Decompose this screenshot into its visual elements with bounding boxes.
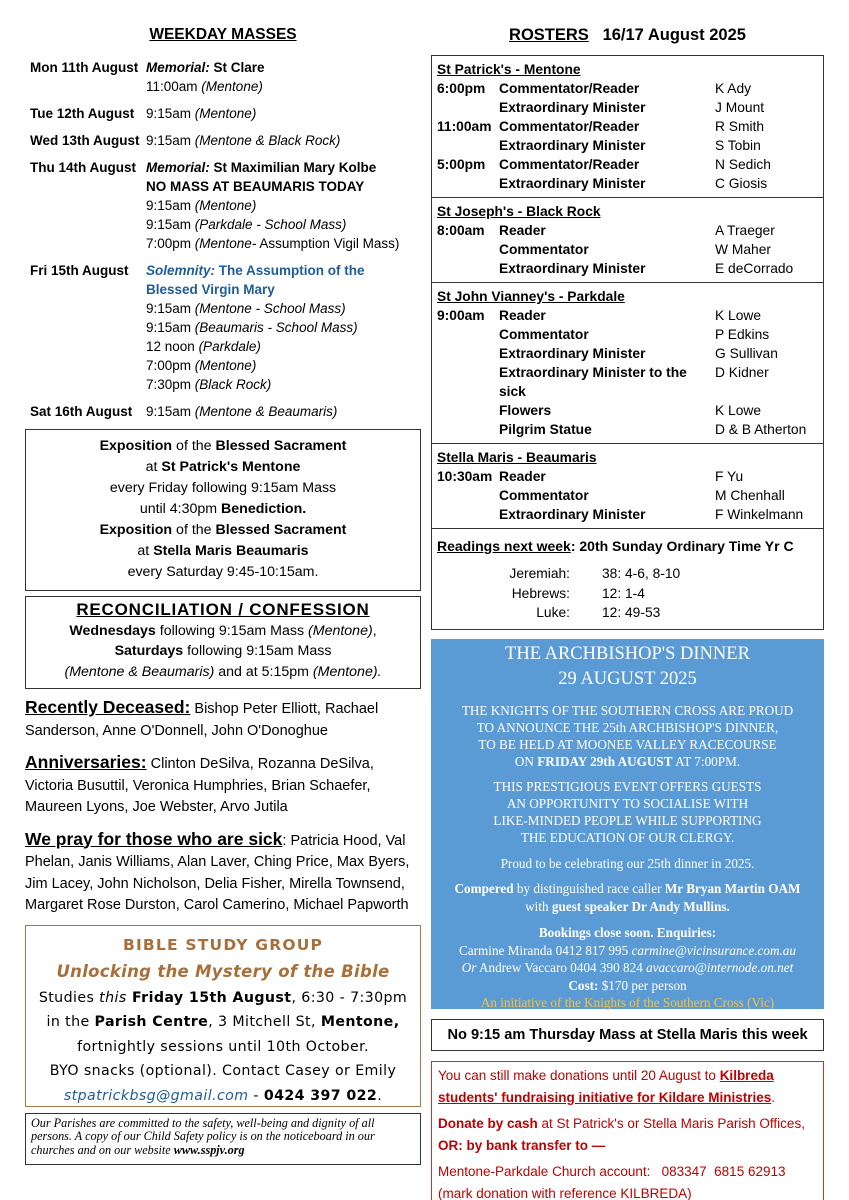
roster-person: D Kidner — [715, 365, 769, 380]
roster-person: K Ady — [715, 81, 752, 96]
weekday-mass-lines — [146, 402, 421, 421]
bible-text: BYO snacks (optional). Contact Casey or Emily — [49, 1063, 397, 1079]
weekday-mass-lines — [146, 131, 421, 150]
bible-text: . — [377, 1087, 383, 1104]
anniversaries — [25, 752, 421, 819]
weekday-mass-text: (Mentone- — [194, 236, 257, 251]
weekday-mass-text: Blessed Virgin Mary — [146, 282, 275, 297]
bible-text: fortnightly sessions until 10th October. — [77, 1038, 369, 1055]
roster-person: J Mount — [715, 100, 765, 115]
exposition-text: Exposition — [99, 522, 173, 538]
anniversaries-heading: Anniversaries: — [25, 752, 147, 772]
donation-text: (mark donation with reference KILBREDA) — [438, 1185, 692, 1200]
bible-text: , 6:30 - 7:30pm — [291, 989, 408, 1006]
roster-person: F Yu — [715, 469, 744, 484]
roster-row — [437, 174, 819, 193]
donation-text: Donate by cash — [438, 1115, 538, 1131]
roster-role: Reader — [499, 308, 546, 323]
left-column — [25, 26, 421, 1165]
roster-role: Extraordinary Minister — [499, 507, 646, 522]
readings-section — [432, 529, 823, 629]
reading-row — [437, 584, 819, 604]
dinner-text: TO ANNOUNCE THE 25th ARCHBISHOP'S DINNER, — [476, 719, 779, 735]
no-mass-notice: No 9:15 am Thursday Mass at Stella Maris this week — [431, 1019, 824, 1051]
roster-person: K Lowe — [715, 403, 762, 418]
roster-row — [437, 363, 819, 401]
weekday-mass-lines — [146, 158, 421, 253]
roster-time: 10:30am — [437, 469, 493, 484]
weekday-mass-line — [146, 196, 421, 215]
bible-text: Friday 15th August — [126, 989, 292, 1006]
weekday-mass-text: Solemnity: — [146, 263, 219, 278]
roster-row — [437, 486, 819, 505]
weekday-mass-text: NO MASS AT BEAUMARIS TODAY — [146, 179, 365, 194]
donation-account: Mentone-Parkdale Church account: 083347 6815 62913 — [438, 1163, 786, 1179]
dinner-text: Bookings close soon. Enquiries: — [538, 925, 717, 940]
weekday-mass-line — [146, 318, 421, 337]
weekday-mass-text: Memorial: — [146, 60, 214, 75]
roster-time — [437, 325, 499, 344]
roster-role: Extraordinary Minister — [499, 346, 646, 361]
roster-person: W Maher — [715, 242, 771, 257]
dinner-text: AN OPPORTUNITY TO SOCIALISE WITH — [506, 795, 749, 811]
roster-role: Pilgrim Statue — [499, 422, 592, 437]
weekday-mass-text: Assumption Vigil Mass) — [256, 236, 400, 251]
sick-colon: : — [282, 832, 287, 849]
roster-time — [437, 136, 499, 155]
dinner-text: Carmine Miranda 0412 817 995 — [459, 942, 632, 958]
exposition-text: at — [145, 459, 162, 475]
roster-role: Extraordinary Minister — [499, 261, 646, 276]
reading-row — [437, 564, 819, 584]
weekday-mass-text: (Beaumaris - School Mass) — [194, 320, 358, 335]
weekday-mass-date: Mon 11th August — [30, 60, 139, 75]
rosters-title-label: ROSTERS — [509, 26, 589, 44]
weekday-mass-line — [146, 131, 421, 150]
bible-study-box — [25, 925, 421, 1107]
weekday-mass-day — [25, 131, 421, 150]
weekday-mass-day — [25, 261, 421, 394]
roster-section — [432, 283, 823, 444]
weekday-mass-text: 9:15am — [146, 301, 195, 316]
dinner-text: TO BE HELD AT MOONEE VALLEY RACECOURSE — [478, 736, 777, 752]
roster-role: Reader — [499, 469, 546, 484]
roster-section — [432, 198, 823, 283]
roster-role: Extraordinary Minister — [499, 138, 646, 153]
archbishops-dinner-ad — [431, 639, 824, 1009]
dinner-title: THE ARCHBISHOP'S DINNER — [505, 643, 750, 664]
weekday-mass-day — [25, 58, 421, 96]
reading-ref: 12: 1-4 — [602, 585, 645, 601]
dinner-text: FRIDAY 29th AUGUST — [537, 753, 673, 769]
bible-study-subtitle: Unlocking the Mystery of the Bible — [56, 961, 390, 981]
reconciliation-title: RECONCILIATION / CONFESSION — [76, 600, 370, 619]
roster-time: 6:00pm — [437, 81, 486, 96]
dinner-text: Proud to be celebrating our 25th dinner in 2025. — [500, 855, 755, 871]
bible-study-title: BIBLE STUDY GROUP — [122, 935, 324, 954]
weekday-mass-text: 12 noon — [146, 339, 199, 354]
roster-person: P Edkins — [715, 327, 770, 342]
dinner-footer: An initiative of the Knights of the Southern Cross (Vic) — [480, 995, 775, 1010]
roster-role: Commentator/Reader — [499, 119, 640, 134]
bible-text: this — [99, 989, 127, 1006]
reading-ref: 38: 4-6, 8-10 — [602, 566, 681, 581]
reconciliation-text: , — [372, 622, 377, 639]
weekday-mass-line — [146, 104, 421, 123]
roster-row — [437, 467, 819, 486]
reconciliation-text: following 9:15am Mass — [183, 643, 332, 659]
exposition-text: Blessed Sacrament — [215, 522, 347, 538]
roster-row — [437, 98, 819, 117]
weekday-mass-text: (Mentone - School Mass) — [194, 301, 346, 316]
weekday-masses-list — [25, 58, 421, 421]
roster-row — [437, 259, 819, 278]
roster-row — [437, 325, 819, 344]
bible-phone: 0424 397 022 — [263, 1087, 378, 1104]
roster-time — [437, 420, 499, 439]
roster-row — [437, 401, 819, 420]
reading-book: Jeremiah: — [509, 566, 570, 581]
weekday-masses-title: WEEKDAY MASSES — [149, 26, 297, 43]
weekday-mass-line — [146, 177, 421, 196]
weekday-mass-date: Sat 16th August — [30, 404, 133, 419]
dinner-date: 29 AUGUST 2025 — [558, 668, 697, 689]
roster-parish-name: St Joseph's - Black Rock — [437, 204, 601, 219]
rosters-title-date: 16/17 August 2025 — [588, 26, 746, 44]
weekday-mass-text: 9:15am — [146, 198, 195, 213]
safety-text: Our Parishes are committed to the safety, well-being and dignity of all persons. A copy of our Child Safety policy is on the noticeboard in our churches and on our website — [31, 1115, 375, 1157]
dinner-text: Compered — [454, 881, 514, 896]
weekday-mass-text: (Black Rock) — [194, 377, 272, 392]
weekday-mass-text: (Mentone) — [201, 79, 263, 94]
exposition-text: Benediction. — [221, 501, 307, 517]
roster-row — [437, 221, 819, 240]
roster-time — [437, 344, 499, 363]
weekday-mass-line — [146, 215, 421, 234]
weekday-mass-lines — [146, 58, 421, 96]
reconciliation-text: (Mentone & Beaumaris) — [64, 663, 215, 680]
roster-role: Extraordinary Minister — [499, 100, 646, 115]
roster-time — [437, 505, 499, 524]
safety-website-link[interactable]: www.sspjv.org — [173, 1142, 245, 1157]
donation-text: You can still make donations until 20 August to — [438, 1067, 720, 1083]
roster-section — [432, 444, 823, 529]
dinner-text: Andrew Vaccaro 0404 390 824 — [476, 960, 647, 975]
roster-role: Flowers — [499, 403, 552, 418]
weekday-mass-line — [146, 280, 421, 299]
roster-time — [437, 401, 499, 420]
exposition-box — [25, 429, 421, 591]
roster-row — [437, 136, 819, 155]
weekday-mass-text: 9:15am — [146, 320, 195, 335]
reconciliation-text: following 9:15am Mass — [155, 622, 309, 639]
roster-person: K Lowe — [715, 308, 762, 323]
weekday-mass-text: (Mentone & Black Rock) — [194, 133, 341, 148]
bible-text: Parish Centre — [94, 1014, 209, 1030]
weekday-mass-day — [25, 402, 421, 421]
donation-text: . — [771, 1089, 776, 1105]
roster-time — [437, 363, 499, 401]
roster-time: 5:00pm — [437, 157, 486, 172]
reconciliation-box — [25, 596, 421, 689]
recently-deceased — [25, 697, 421, 742]
dinner-text: Or — [461, 960, 477, 975]
readings-heading-label: Readings next week — [437, 538, 571, 554]
weekday-mass-line — [146, 356, 421, 375]
roster-row — [437, 155, 819, 174]
roster-person: N Sedich — [715, 157, 771, 172]
dinner-text: THIS PRESTIGIOUS EVENT OFFERS GUESTS — [493, 778, 762, 794]
bible-text: - — [248, 1087, 264, 1104]
reconciliation-text: and at 5:15pm — [214, 663, 313, 680]
deceased-heading: Recently Deceased: — [25, 697, 191, 717]
weekday-mass-text: (Mentone & Beaumaris) — [194, 404, 338, 419]
exposition-text: Blessed Sacrament — [215, 438, 347, 454]
reading-ref: 12: 49-53 — [602, 605, 661, 620]
roster-person: E deCorrado — [715, 261, 794, 276]
donation-text: OR: by bank transfer to — — [438, 1137, 606, 1153]
roster-time: 11:00am — [437, 119, 492, 134]
roster-row — [437, 344, 819, 363]
dinner-text: with — [525, 898, 552, 914]
roster-time — [437, 259, 499, 278]
exposition-text: of the — [172, 438, 216, 454]
bible-text: , 3 Mitchell St, — [208, 1014, 321, 1030]
readings-heading-rest: : 20th Sunday Ordinary Time Yr C — [570, 538, 794, 554]
exposition-text: until 4:30pm — [139, 501, 222, 517]
roster-person: M Chenhall — [715, 488, 785, 503]
bible-text: in the — [46, 1014, 95, 1030]
reconciliation-text: (Mentone) — [308, 622, 373, 639]
roster-time: 8:00am — [437, 223, 485, 238]
roster-role: Commentator — [499, 488, 589, 503]
roster-person: F Winkelmann — [715, 507, 804, 522]
weekday-mass-line — [146, 299, 421, 318]
dinner-text: Mr Bryan Martin OAM — [664, 881, 801, 896]
weekday-mass-text: 11:00am — [146, 79, 202, 94]
bible-email-link[interactable]: stpatrickbsg@gmail.com — [63, 1087, 249, 1104]
weekday-mass-text: (Parkdale - School Mass) — [194, 217, 347, 232]
weekday-mass-text: 9:15am — [146, 106, 195, 121]
exposition-text: at — [137, 543, 154, 559]
dinner-text: $170 per person — [598, 977, 687, 993]
roster-person: S Tobin — [715, 138, 761, 153]
weekday-mass-date: Tue 12th August — [30, 106, 135, 121]
roster-role: Commentator/Reader — [499, 81, 640, 96]
bible-text: Mentone, — [320, 1014, 400, 1030]
roster-role: Commentator — [499, 242, 589, 257]
donation-text: Kilbreda students' fundraising initiative for Kildare Ministries — [438, 1067, 774, 1105]
roster-time — [437, 98, 499, 117]
sick-prayers — [25, 829, 421, 917]
exposition-text: Exposition — [99, 438, 173, 454]
dinner-email-link[interactable]: carmine@vicinsurance.com.au — [631, 942, 796, 958]
roster-row — [437, 79, 819, 98]
roster-parish-name: St Patrick's - Mentone — [437, 62, 581, 77]
weekday-mass-text: (Mentone) — [194, 358, 257, 373]
reconciliation-text: (Mentone). — [312, 663, 382, 680]
roster-parish-name: Stella Maris - Beaumaris — [437, 450, 597, 465]
roster-parish-name: St John Vianney's - Parkdale — [437, 289, 625, 304]
roster-role: Extraordinary Minister to the sick — [499, 365, 687, 399]
donation-text: at St Patrick's or Stella Maris Parish Offices, — [537, 1115, 805, 1131]
weekday-mass-text: The Assumption of the — [218, 263, 365, 278]
weekday-mass-text: (Parkdale) — [198, 339, 261, 354]
weekday-mass-text: (Mentone) — [194, 198, 257, 213]
bible-text: Studies — [38, 989, 100, 1006]
reading-book: Hebrews: — [511, 585, 570, 601]
roster-role: Reader — [499, 223, 546, 238]
roster-person: R Smith — [715, 119, 765, 134]
dinner-text: THE EDUCATION OF OUR CLERGY. — [520, 829, 735, 845]
weekday-mass-line — [146, 375, 421, 394]
weekday-mass-text: 7:00pm — [146, 358, 195, 373]
exposition-text: every Saturday 9:45-10:15am. — [127, 564, 319, 580]
rosters-box — [431, 55, 824, 630]
dinner-text: ON — [514, 753, 538, 769]
weekday-mass-line — [146, 77, 421, 96]
weekday-mass-date: Thu 14th August — [30, 160, 136, 175]
reconciliation-text: Saturdays — [114, 643, 184, 659]
weekday-mass-text: 9:15am — [146, 404, 195, 419]
roster-time: 9:00am — [437, 308, 485, 323]
roster-time — [437, 240, 499, 259]
roster-person: C Giosis — [715, 176, 768, 191]
sick-heading: We pray for those who are sick — [25, 828, 283, 849]
roster-row — [437, 117, 819, 136]
right-column — [431, 26, 824, 1200]
weekday-mass-text: 7:30pm — [146, 377, 195, 392]
dinner-text: THE KNIGHTS OF THE SOUTHERN CROSS ARE PROUD — [461, 702, 794, 718]
roster-person: D & B Atherton — [715, 422, 807, 437]
dinner-text: by distinguished race caller — [513, 881, 665, 896]
roster-person: A Traeger — [715, 223, 775, 238]
reading-book: Luke: — [536, 605, 570, 620]
child-safety-notice — [25, 1113, 421, 1165]
dinner-text: LIKE-MINDED PEOPLE WHILE SUPPORTING — [493, 812, 762, 828]
roster-time — [437, 174, 499, 193]
roster-role: Extraordinary Minister — [499, 176, 646, 191]
weekday-mass-text: 9:15am — [146, 217, 195, 232]
deceased-names: Bishop Peter Elliott, Rachael Sanderson, Anne O'Donnell, John O'Donoghue — [25, 701, 379, 739]
weekday-mass-text: 7:00pm — [146, 236, 195, 251]
weekday-mass-line — [146, 261, 421, 280]
roster-role: Commentator — [499, 327, 589, 342]
roster-row — [437, 240, 819, 259]
exposition-text: Stella Maris Beaumaris — [153, 543, 309, 559]
exposition-text: of the — [172, 522, 216, 538]
weekday-mass-text: St Clare — [213, 60, 265, 75]
roster-person: G Sullivan — [715, 346, 778, 361]
reading-row — [437, 603, 819, 623]
readings-heading — [437, 533, 819, 556]
roster-row — [437, 306, 819, 325]
weekday-mass-text: 9:15am — [146, 133, 195, 148]
weekday-mass-day — [25, 158, 421, 253]
anniversaries-names: Clinton DeSilva, Rozanna DeSilva, Victoria Busuttil, Veronica Humphries, Brian Schaefer, Maureen Lyons, Joe Webster, Arvo Jutila — [25, 756, 374, 815]
rosters-title — [431, 26, 824, 45]
readings-list — [437, 564, 819, 623]
reconciliation-text: Wednesdays — [69, 622, 156, 639]
weekday-mass-line — [146, 402, 421, 421]
weekday-mass-lines — [146, 104, 421, 123]
roster-row — [437, 505, 819, 524]
roster-row — [437, 420, 819, 439]
dinner-text: AT 7:00PM. — [672, 753, 741, 769]
weekday-mass-line — [146, 158, 421, 177]
weekday-mass-date: Fri 15th August — [30, 263, 129, 278]
roster-section — [432, 56, 823, 198]
dinner-text: Cost: — [568, 977, 599, 993]
dinner-text: guest speaker Dr Andy Mullins. — [551, 898, 730, 914]
exposition-text: St Patrick's Mentone — [161, 459, 301, 475]
sick-names: Patricia Hood, Val Phelan, Janis Williams, Alan Laver, Ching Price, Max Byers, Jim Lacey, John Nicholson, Delia Fisher, Mirella Townsend, Margaret Rose Durston, Carol Camerino, Michael Papworth — [25, 832, 410, 913]
weekday-mass-text: (Mentone) — [194, 106, 257, 121]
donation-box — [431, 1061, 824, 1200]
weekday-mass-lines — [146, 261, 421, 394]
weekday-mass-text: Memorial: — [146, 160, 214, 175]
weekday-mass-day — [25, 104, 421, 123]
dinner-email-link[interactable]: avaccaro@internode.on.net — [646, 960, 794, 975]
roster-role: Commentator/Reader — [499, 157, 640, 172]
weekday-mass-line — [146, 58, 421, 77]
exposition-text: every Friday following 9:15am Mass — [109, 480, 337, 496]
weekday-mass-line — [146, 234, 421, 253]
weekday-mass-line — [146, 337, 421, 356]
weekday-mass-date: Wed 13th August — [30, 133, 140, 148]
roster-time — [437, 486, 499, 505]
weekday-mass-text: St Maximilian Mary Kolbe — [213, 160, 377, 175]
